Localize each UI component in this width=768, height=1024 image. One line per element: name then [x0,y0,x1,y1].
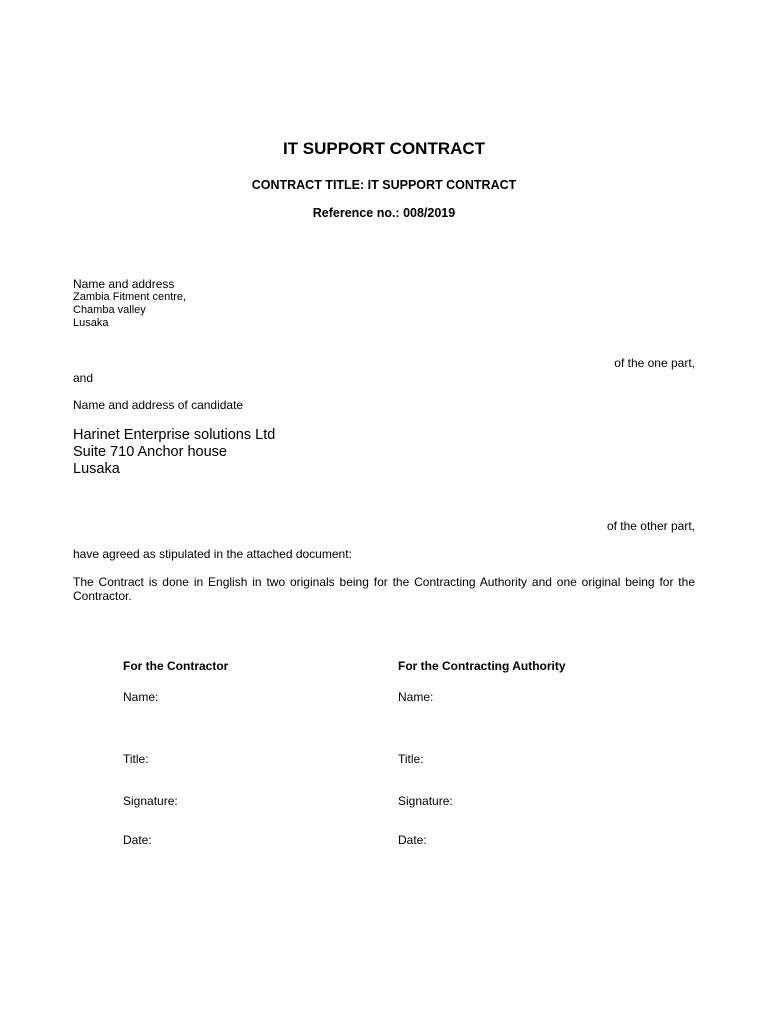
contractor-heading: For the Contractor [123,659,229,673]
contractor-title-label: Title: [123,752,149,766]
party-two-label: Name and address of candidate [73,398,244,412]
contract-title: CONTRACT TITLE: IT SUPPORT CONTRACT [251,178,517,192]
party-one-address [73,291,186,330]
document-title: IT SUPPORT CONTRACT [282,139,486,158]
party-one-part-text: of the one part, [614,356,695,370]
authority-name-label: Name: [398,690,434,704]
authority-date-label: Date: [398,833,427,847]
party-two-part-text: of the other part, [606,519,695,533]
authority-title-label: Title: [398,752,424,766]
party-two-address-line: Suite 710 Anchor house [73,444,227,460]
party-one-label: Name and address [73,277,175,291]
agreement-text: have agreed as stipulated in the attached document: [73,547,352,561]
contractor-date-label: Date: [123,833,152,847]
and-text: and [73,371,94,385]
party-two-address [73,427,275,478]
authority-heading: For the Contracting Authority [398,659,566,673]
contractor-signature-label: Signature: [123,794,178,808]
contractor-name-label: Name: [123,690,159,704]
party-one-address-line: Lusaka [73,317,109,329]
party-two-address-line: Lusaka [73,461,120,477]
party-one-address-line: Chamba valley [73,304,146,316]
authority-signature-label: Signature: [398,794,453,808]
reference-number: Reference no.: 008/2019 [312,206,456,220]
party-one-address-line: Zambia Fitment centre, [73,291,187,303]
language-paragraph: The Contract is done in English in two originals being for the Contracting Authority and one original being for the Contractor. [73,575,695,603]
party-two-address-line: Harinet Enterprise solutions Ltd [73,427,276,443]
